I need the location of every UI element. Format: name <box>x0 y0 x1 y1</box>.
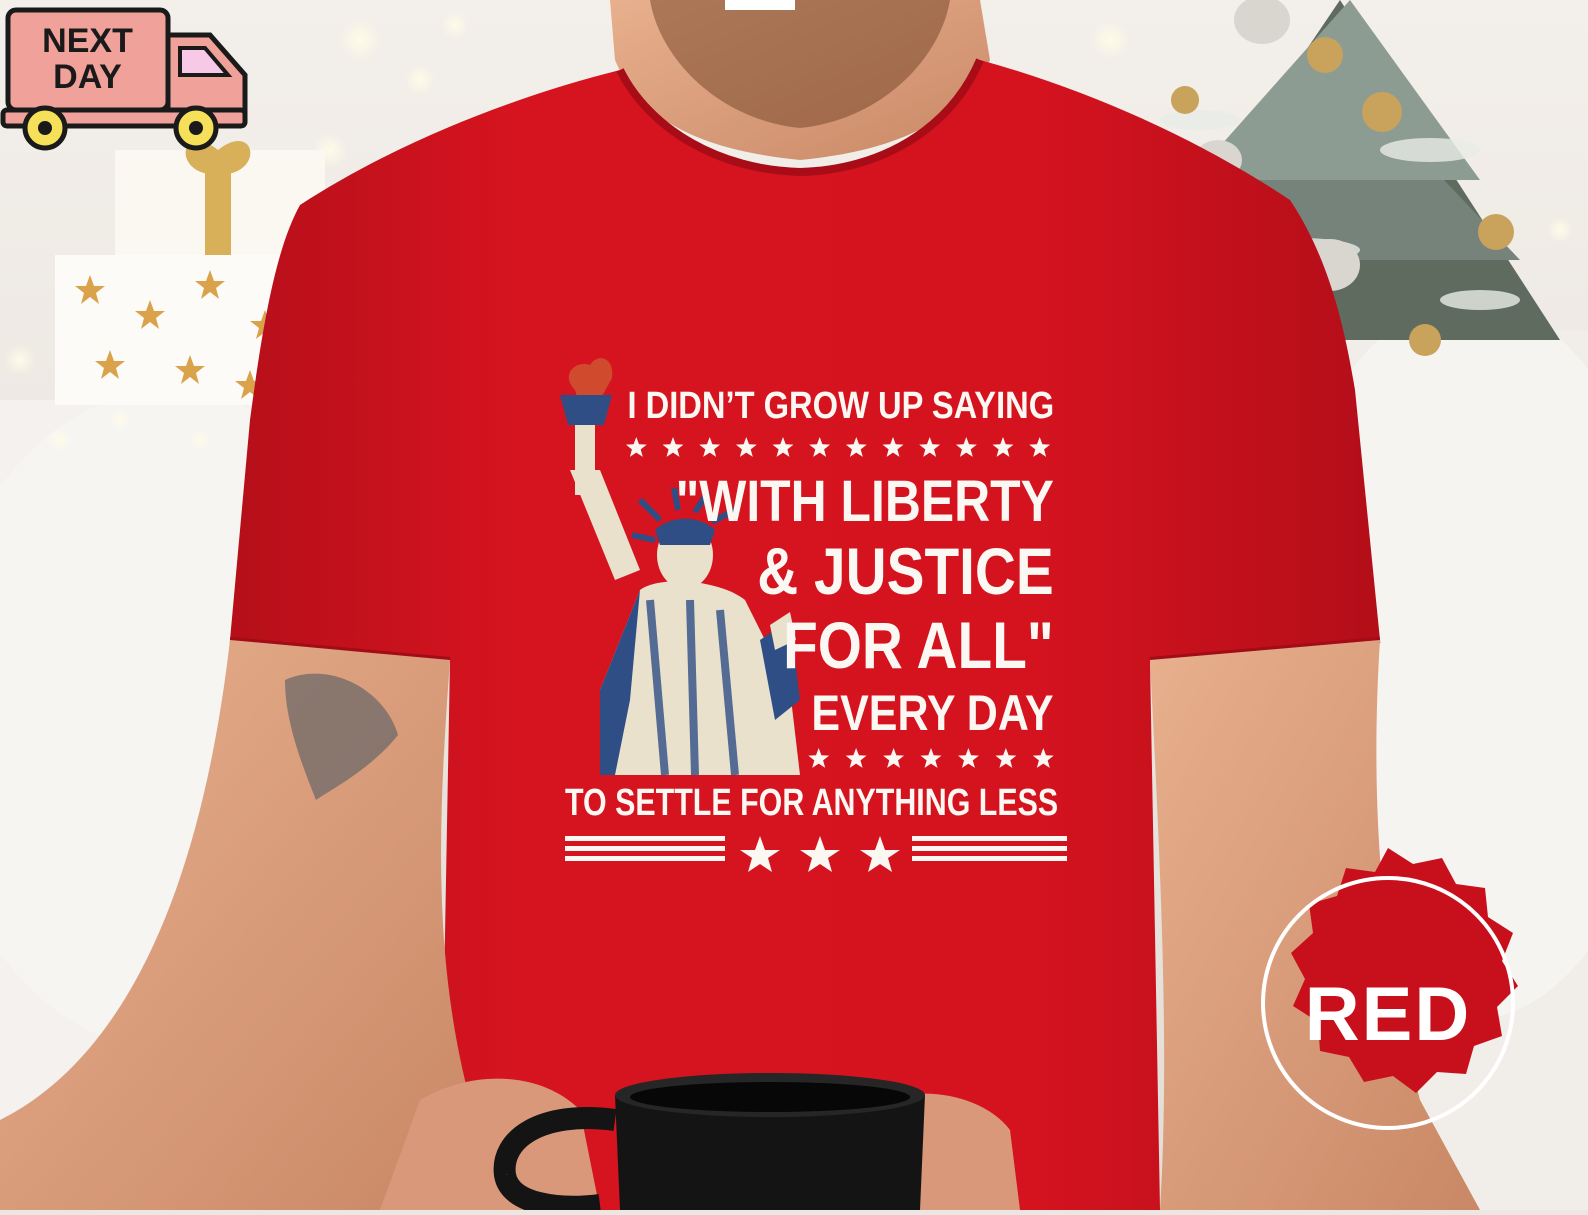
star-icon <box>663 437 684 457</box>
color-label: RED <box>1304 971 1472 1057</box>
next-day-badge-label <box>10 14 165 104</box>
star-icon <box>921 748 942 768</box>
star-icon <box>995 748 1016 768</box>
star-icon <box>809 437 830 457</box>
star-icon <box>736 437 757 457</box>
print-star-row-top <box>618 433 1058 463</box>
star-icon <box>846 437 867 457</box>
print-line-1: I DIDN’T GROW UP SAYING <box>627 385 1054 427</box>
star-icon <box>1033 748 1054 768</box>
print-line-4: FOR ALL" <box>783 608 1054 682</box>
star-icon <box>958 748 979 768</box>
star-icon <box>773 437 794 457</box>
star-icon <box>956 437 977 457</box>
star-icon <box>883 437 904 457</box>
print-line-5: EVERY DAY <box>811 685 1054 741</box>
star-icon <box>919 437 940 457</box>
star-icon <box>626 437 647 457</box>
star-icon <box>699 437 720 457</box>
star-icon <box>993 437 1014 457</box>
star-icon <box>1029 437 1050 457</box>
badge-line-next: NEXT <box>42 22 133 60</box>
star-icon <box>883 748 904 768</box>
badge-line-day: DAY <box>53 58 122 96</box>
star-icon <box>846 748 867 768</box>
print-line-2: "WITH LIBERTY <box>675 469 1054 534</box>
print-star-row-middle <box>800 744 1062 774</box>
print-line-6: TO SETTLE FOR ANYTHING LESS <box>565 782 1059 824</box>
star-icon <box>808 748 829 768</box>
print-line-3: & JUSTICE <box>757 534 1054 608</box>
